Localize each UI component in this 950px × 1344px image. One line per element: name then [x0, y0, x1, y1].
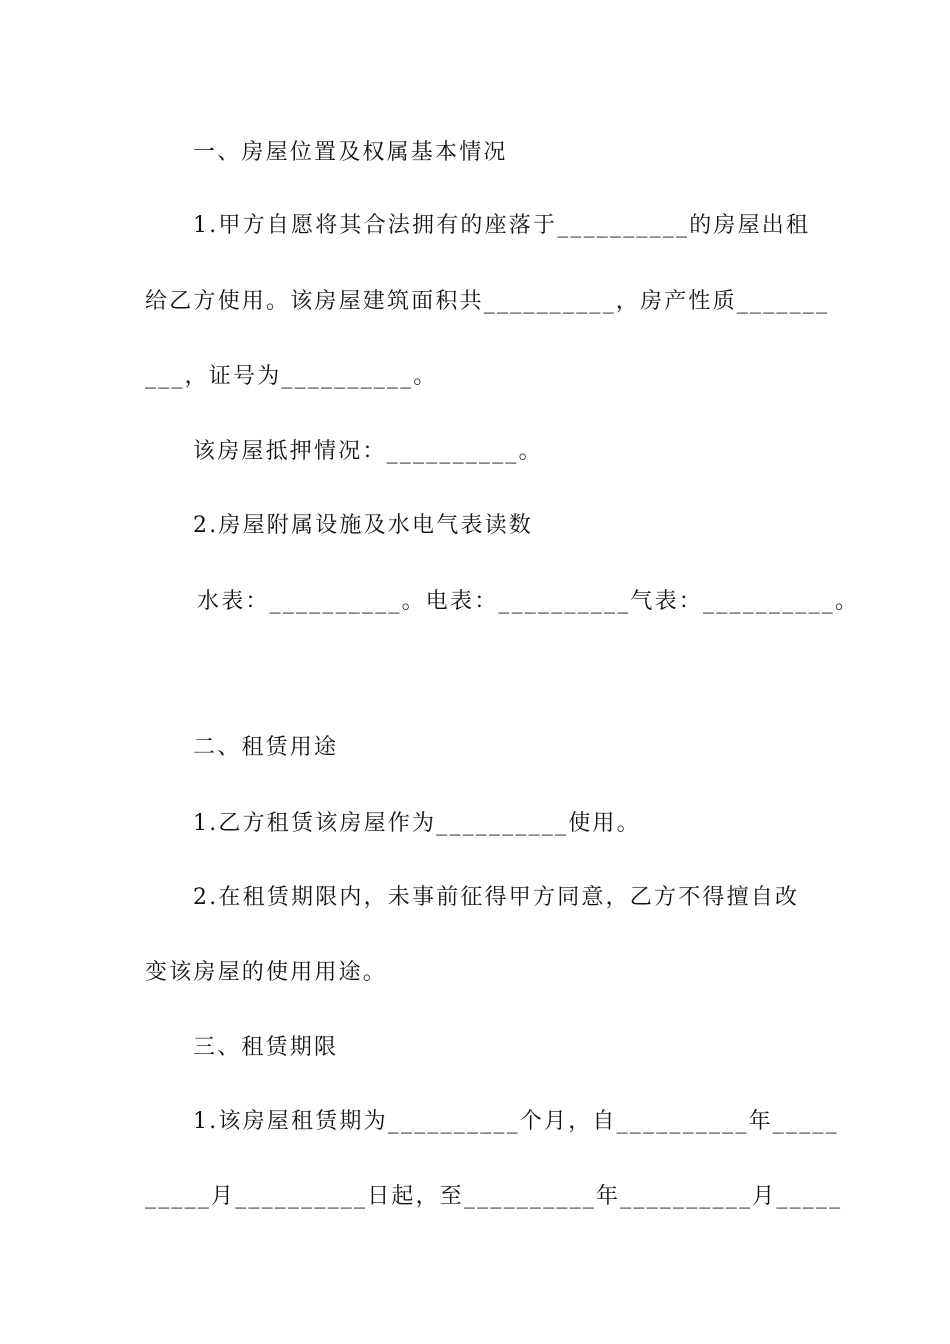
- section-heading-3: 三、租赁期限: [193, 1035, 339, 1060]
- section-heading-1: 一、房屋位置及权属基本情况: [193, 140, 508, 165]
- paragraph-line: 1.乙方租赁该房屋作为__________使用。: [193, 811, 641, 836]
- paragraph-line: 1.该房屋租赁期为__________个月，自__________年_____: [193, 1109, 839, 1134]
- paragraph-line: 给乙方使用。该房屋建筑面积共__________，房产性质_______: [145, 289, 830, 314]
- paragraph-line: ___，证号为__________。: [145, 364, 438, 389]
- paragraph-line: 2.房屋附属设施及水电气表读数: [193, 513, 533, 538]
- paragraph-line: _____月__________日起，至__________年__________月_____: [145, 1184, 843, 1209]
- meter-readings-line: 水表：__________。电表：__________气表：__________。: [197, 589, 860, 614]
- paragraph-line: 该房屋抵押情况：__________。: [193, 439, 543, 464]
- paragraph-line: 2.在租赁期限内，未事前征得甲方同意，乙方不得擅自改: [193, 885, 800, 910]
- paragraph-line: 1.甲方自愿将其合法拥有的座落于__________的房屋出租: [193, 213, 811, 238]
- section-heading-2: 二、租赁用途: [193, 735, 339, 760]
- paragraph-line: 变该房屋的使用用途。: [145, 960, 388, 985]
